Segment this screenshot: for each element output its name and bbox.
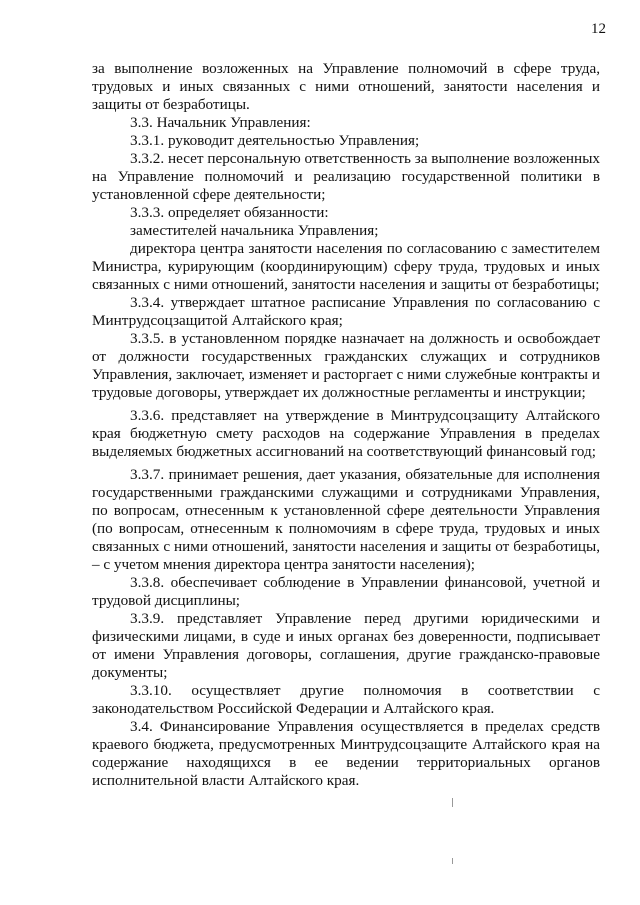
- scan-mark-lower: [452, 858, 453, 864]
- paragraph-3-3-4: 3.3.4. утверждает штатное расписание Управления по согласованию с Минтрудсоцзащитой Алтайского края;: [92, 294, 600, 329]
- paragraph-3-3-8: 3.3.8. обеспечивает соблюдение в Управлении финансовой, учетной и трудовой дисциплины;: [92, 574, 600, 609]
- paragraph-3-4: 3.4. Финансирование Управления осуществляется в пределах средств краевого бюджета, предусмотренных Минтрудсоцзащите Алтайского края на содержание находящихся в ее ведении территориальных органов исполнительной власти Алтайского края.: [92, 718, 600, 789]
- document-body: [92, 60, 600, 790]
- paragraph-3-3: 3.3. Начальник Управления:: [130, 114, 311, 131]
- paragraph-3-3-1: 3.3.1. руководит деятельностью Управления;: [130, 132, 420, 149]
- page-number: 12: [591, 21, 606, 37]
- paragraph-3-3-10: 3.3.10. осуществляет другие полномочия в соответствии с законодательством Российской Федерации и Алтайского края.: [92, 682, 600, 717]
- scan-mark-upper: [452, 798, 453, 807]
- paragraph-3-3-7: 3.3.7. принимает решения, дает указания, обязательные для исполнения государственными гражданскими служащими и сотрудниками Управления, по вопросам, отнесенным к установленной сфере деятельности Управления (по вопросам, отнесенным к полномочиям в сфере труда, трудовых и иных связанных с ними отношений, занятости населения и защиты от безработицы, – с учетом мнения директора центра занятости населения);: [92, 466, 600, 573]
- paragraph-3-3-5: 3.3.5. в установленном порядке назначает на должность и освобождает от должности государственных гражданских служащих и сотрудников Управления, заключает, изменяет и расторгает с ними служебные контракты и трудовые договоры, утверждает их должностные регламенты и инструкции;: [92, 330, 600, 401]
- paragraph-deputies: заместителей начальника Управления;: [130, 222, 379, 239]
- paragraph-3-3-3: 3.3.3. определяет обязанности:: [130, 204, 329, 221]
- paragraph-continuation: за выполнение возложенных на Управление полномочий в сфере труда, трудовых и иных связанных с ними отношений, занятости населения и защиты от безработицы.: [92, 60, 600, 113]
- paragraph-3-3-2: 3.3.2. несет персональную ответственность за выполнение возложенных на Управление полномочий и реализацию государственной политики в установленной сфере деятельности;: [92, 150, 600, 203]
- paragraph-director: директора центра занятости населения по согласованию с заместителем Министра, курирующим (координирующим) сферу труда, трудовых и иных связанных с ними отношений, занятости населения и защиты от безработицы;: [92, 240, 600, 293]
- paragraph-3-3-9: 3.3.9. представляет Управление перед другими юридическими и физическими лицами, в суде и иных органах без доверенности, подписывает от имени Управления договоры, соглашения, другие гражданско-правовые документы;: [92, 610, 600, 681]
- paragraph-3-3-6: 3.3.6. представляет на утверждение в Минтрудсоцзащиту Алтайского края бюджетную смету расходов на содержание Управления в пределах выделяемых бюджетных ассигнований на соответствующий финансовый год;: [92, 407, 600, 460]
